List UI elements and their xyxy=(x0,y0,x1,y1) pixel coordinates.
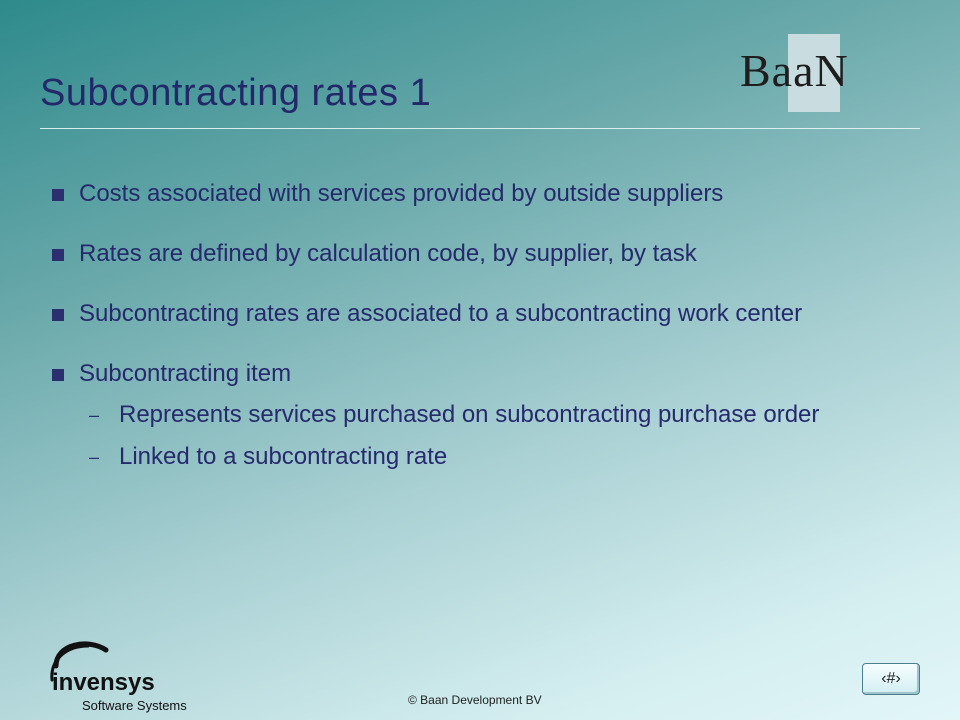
bullet-item xyxy=(52,176,912,212)
bullet-text: Subcontracting rates are associated to a subcontracting work center xyxy=(79,300,803,327)
bullet-square-icon xyxy=(52,369,64,381)
bullet-square-icon xyxy=(52,249,64,261)
baan-logo-text: BaaN xyxy=(740,45,849,96)
slide-number-label: ‹#› xyxy=(881,670,901,687)
footer-copyright: © Baan Development BV xyxy=(408,693,542,707)
sub-bullet-list xyxy=(79,398,912,474)
invensys-tagline: Software Systems xyxy=(82,698,187,713)
sub-bullet-text: Linked to a subcontracting rate xyxy=(119,443,448,470)
invensys-logo xyxy=(48,636,218,714)
bullet-item xyxy=(52,356,912,474)
bullet-item xyxy=(52,296,879,332)
bullet-square-icon xyxy=(52,309,64,321)
sub-bullet-item xyxy=(52,440,912,474)
title-divider xyxy=(40,128,920,129)
bullet-text: Costs associated with services provided by outside suppliers xyxy=(79,180,724,207)
dash-icon: – xyxy=(89,447,100,467)
invensys-swoosh-icon xyxy=(48,636,218,714)
bullet-square-icon xyxy=(52,189,64,201)
bullet-list xyxy=(52,176,912,482)
sub-bullet-item xyxy=(52,398,919,432)
sub-bullet-text: Represents services purchased on subcontracting purchase order xyxy=(119,401,820,428)
bullet-item xyxy=(52,236,912,272)
invensys-name: invensys xyxy=(52,669,155,696)
slide-title: Subcontracting rates 1 xyxy=(40,72,432,114)
slide-number-button[interactable] xyxy=(862,663,920,695)
baan-logo xyxy=(740,44,849,97)
dash-icon: – xyxy=(89,405,100,425)
bullet-text: Rates are defined by calculation code, by supplier, by task xyxy=(79,240,697,267)
bullet-text: Subcontracting item xyxy=(79,360,292,387)
